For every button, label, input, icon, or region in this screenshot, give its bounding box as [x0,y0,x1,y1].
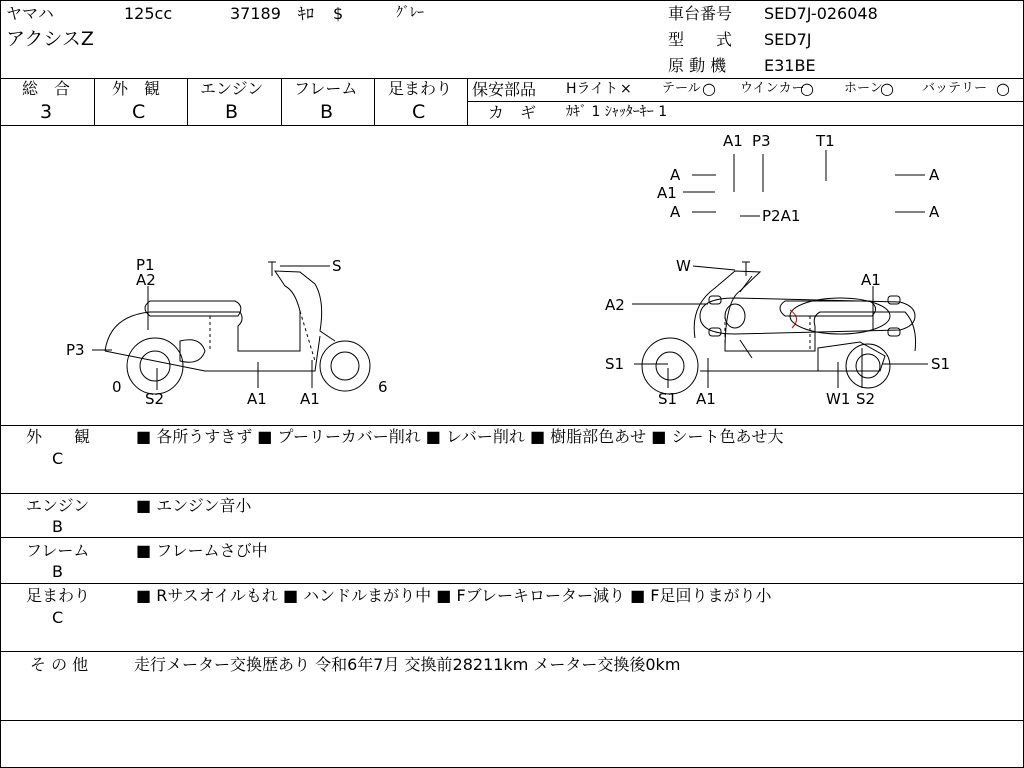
label-right-a1-top: A1 [861,271,881,289]
remark-text-other: 走行メーター交換歴あり 令和6年7月 交換前28211km メーター交換後0km [134,655,681,674]
key-label: カ ギ [488,103,537,122]
divider [0,537,1024,538]
label-top-p3: P3 [752,132,771,150]
maker: ヤマハ [6,4,54,23]
divider [0,583,1024,584]
frame-no: SED7J-026048 [764,4,878,23]
remark-grade-exterior: C [52,449,64,468]
safety-winker: ウインカー [740,81,805,96]
safety-battery-mark: ○ [996,79,1010,98]
engine-label: 原 動 機 [668,56,727,75]
label-left-s2: S2 [145,390,165,408]
safety-headlight: Hライト [566,81,619,97]
grade-label-frame: フレーム [294,79,358,98]
remark-grade-frame: B [52,562,63,581]
label-right-a2: A2 [605,296,625,314]
divider [187,78,188,125]
safety-winker-mark: ○ [800,79,814,98]
grade-label-suspension: 足まわり [388,79,453,98]
divider [0,493,1024,494]
grade-exterior: C [132,101,146,123]
remark-text-suspension: ■ Rサスオイルもれ ■ ハンドルまがり中 ■ Fブレーキローター減り ■ F足回りまがり小 [136,586,772,605]
grade-suspension: C [412,101,426,123]
label-top-a-lr: A [929,203,940,221]
color: ｸﾞﾚｰ [396,5,424,21]
damage-diagram [0,126,1024,426]
label-right-s1-bottom: S1 [658,390,678,408]
remark-label-engine: エンジン [26,496,90,515]
label-right-s1-rear: S1 [931,355,951,373]
label-left-s: S [332,257,342,275]
type-label: 型 式 [668,30,733,49]
remark-grade-engine: B [52,517,63,536]
remark-label-suspension: 足まわり [26,586,91,605]
divider [281,78,282,125]
label-right-w: W [676,257,691,275]
divider [0,720,1024,721]
label-left-a1: A1 [247,390,267,408]
engine-value: E31BE [764,56,816,75]
label-left-p3: P3 [66,341,85,359]
label-left-a1b: A1 [300,390,320,408]
label-top-a-ur: A [929,166,940,184]
frame-no-label: 車台番号 [668,4,733,23]
label-top-p2a1: P2A1 [762,207,801,225]
leader-lines [92,150,928,390]
divider [467,78,468,125]
label-left-p1: P1 [136,256,155,274]
label-left-0: 0 [112,378,122,396]
safety-tail: テール [662,81,701,96]
label-top-t1: T1 [816,132,835,150]
safety-tail-mark: ○ [702,79,716,98]
safety-battery: バッテリー [922,81,988,96]
model-name: アクシスZ [6,28,94,50]
label-right-s1-left: S1 [605,355,625,373]
safety-headlight-mark: × [620,81,632,97]
currency-mark: $ [333,4,344,23]
label-top-a-ul: A [670,166,681,184]
mileage: 37189 [230,4,281,23]
remark-text-frame: ■ フレームさび中 [136,541,268,560]
remark-text-exterior: ■ 各所うすきず ■ プーリーカバー削れ ■ レバー削れ ■ 樹脂部色あせ ■ シート色あせ大 [136,427,784,446]
grade-overall: 3 [40,101,53,123]
displacement: 125cc [124,4,173,23]
remark-grade-suspension: C [52,608,64,627]
top-view-scooter [700,276,915,358]
divider [374,78,375,125]
label-left-6: 6 [378,378,388,396]
grade-label-overall: 総 合 [22,79,71,98]
grade-label-exterior: 外 観 [112,79,161,98]
type-value: SED7J [764,30,812,49]
label-top-a1: A1 [723,132,743,150]
grade-engine: B [225,101,239,123]
grade-label-engine: エンジン [200,79,264,98]
label-right-a1-bottom: A1 [696,390,716,408]
label-right-w1: W1 [826,390,851,408]
safety-horn: ホーン [844,81,883,96]
safety-horn-mark: ○ [880,79,894,98]
label-right-s2: S2 [856,390,876,408]
grade-frame: B [320,101,334,123]
divider [94,78,95,125]
remark-label-other: そ の 他 [30,655,89,674]
remark-label-exterior: 外 観 [26,427,91,446]
label-left-a2: A2 [136,271,156,289]
safety-label: 保安部品 [472,80,537,99]
key-value: ｶｷﾞ 1 ｼｬｯﾀｰｷｰ 1 [566,104,668,120]
divider [467,101,1024,102]
divider [0,425,1024,426]
remark-label-frame: フレーム [26,541,90,560]
remark-text-engine: ■ エンジン音小 [136,496,252,515]
label-top-a1-left: A1 [657,184,677,202]
label-top-a-ll: A [670,203,681,221]
divider [0,651,1024,652]
diagram-labels [66,132,950,408]
mileage-unit: ｷﾛ [298,4,315,23]
